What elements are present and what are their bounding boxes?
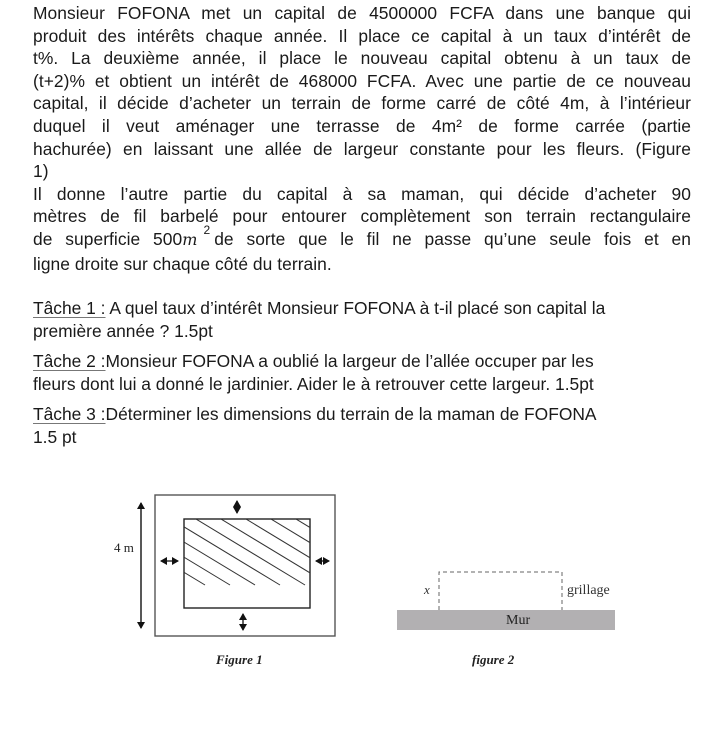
terrain-square [155,495,335,636]
superficie-suffix: de sorte que le fil ne passe qu’une seule fois et en [214,228,691,249]
figure-1-caption: Figure 1 [216,652,263,667]
text-line: produit des intérêts chaque année. Il place ce capital à un taux d’intérêt de [33,25,691,46]
side-label: 4 m [114,540,134,555]
task-text: A quel taux d’intérêt Monsieur FOFONA à t-il placé son capital la [105,298,606,318]
text-line: t%. La deuxième année, il place le nouveau capital obtenu à un taux de [33,48,691,69]
superficie-prefix: de superficie 500 [33,228,183,249]
task-text-cont: 1.5 pt [33,426,77,447]
text-line: mètres de fil barbelé pour entourer complètement son terrain rectangulaire [33,206,691,227]
fence-dashed [439,572,562,610]
task-label: Tâche 3 : [33,404,106,424]
figure-1 [0,470,430,667]
text-line: Monsieur FOFONA met un capital de 4500000 FCFA dans une banque qui [33,3,691,23]
text-line: capital, il décide d’acheter un terrain de forme carré de côté 4m, à l’intérieur [33,93,691,114]
text-line: 1) [33,161,49,182]
figure-2 [397,572,615,667]
text-line: hachurée) en laissant une allée de largeur constante pour les fleurs. (Figure [33,138,691,159]
text-line: ligne droite sur chaque côté du terrain. [33,253,332,274]
height-label-x: x [424,582,430,597]
exponent: 2 [203,222,211,237]
task-text-cont: première année ? 1.5pt [33,320,213,341]
text-line: (t+2)% et obtient un intérêt de 468000 FCFA. Avec une partie de ce nouveau [33,70,691,91]
task-label: Tâche 1 : [33,298,106,318]
wall-label: Mur [506,613,531,628]
terrasse-hatched [184,519,310,608]
text-line: duquel il veut aménager une terrasse de 4m² de forme carrée (partie [33,115,691,136]
task-label: Tâche 2 : [33,351,106,371]
figure-2-caption: figure 2 [472,652,515,667]
fence-label: grillage [567,583,610,598]
text-line: Il donne l’autre partie du capital à sa maman, qui décide d’acheter 90 [33,183,691,204]
task-text-cont: fleurs dont lui a donné le jardinier. Aider le à retrouver cette largeur. 1.5pt [33,373,594,394]
task-text: Monsieur FOFONA a oublié la largeur de l’allée occuper par les [105,351,594,371]
unit-m: m [182,229,198,249]
task-text: Déterminer les dimensions du terrain de la maman de FOFONA [105,404,597,424]
